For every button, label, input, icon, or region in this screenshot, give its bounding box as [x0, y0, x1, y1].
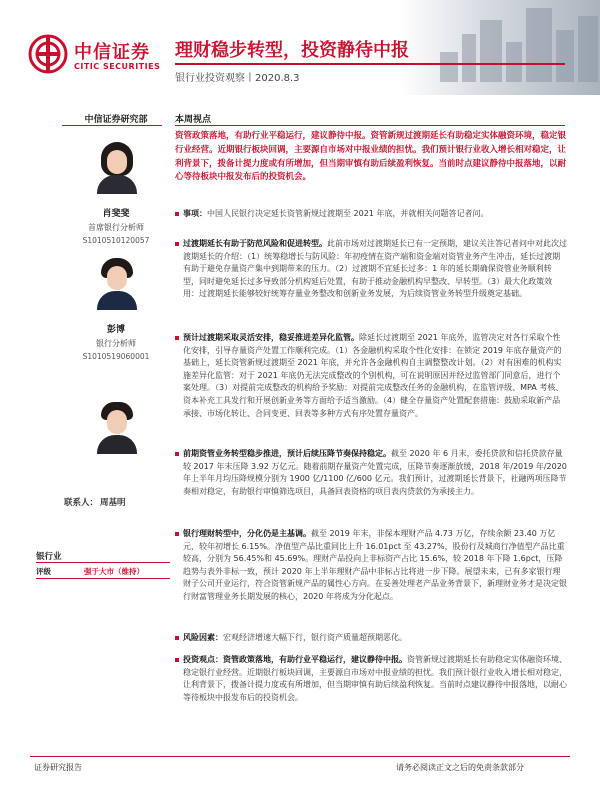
body-paragraph: [175, 332, 567, 420]
analyst-cert: S1010510120057: [82, 236, 150, 245]
report-title: 理财稳步转型，投资静待中报: [175, 40, 409, 61]
logo-text-en: CITIC SECURITIES: [74, 62, 161, 71]
logo-text-cn: 中信证券: [74, 42, 150, 63]
contact-name: 周基明: [100, 498, 126, 508]
paragraph-lead: 过渡期延长有助于防范风险和促进转型。: [183, 239, 327, 248]
analyst-role: 银行分析师: [96, 339, 136, 348]
title-divider: [175, 63, 565, 65]
summary-paragraph: 资管政策落地，有助行业平稳运行，建议静待中报。资管新规过渡期延长有助稳定实体融资环境，稳定银行业经营。近期银行板块回调，主要源自市场对中报业绩的担忧。我们预计银行业收入增长相对稳定，让利背景下，拨备计提力度或有所增加，但当期审慎有助后续盈利恢复。当前时点建议静待中报落地，以耐心等待板块中报发布后的投资机会。: [175, 131, 567, 183]
body-paragraph: [175, 238, 567, 301]
footer-divider: [30, 756, 570, 757]
body-paragraph: [175, 632, 567, 645]
footer-disclaimer: 请务必阅读正文之后的免责条款部分: [396, 763, 524, 772]
industry-label: 银行业: [36, 552, 62, 562]
analyst-photo-avatar: [94, 140, 140, 194]
paragraph-text: 资管新规过渡期延长有助稳定实体融资环境、稳定银行业经营。近期银行板块回调，主要源自市场对中报业绩的担忧。我们预计银行业收入增长相对稳定，让利背景下，拨备计提力度或有所增加，但当期审慎有助后续盈利恢复。当前时点建议静待中报落地，以耐心等待板块中报发布后的投资机会。: [183, 655, 567, 702]
body-paragraph: [175, 208, 567, 221]
research-dept-heading: 中信证券研究部: [84, 115, 148, 125]
paragraph-text: 除延长过渡期至 2021 年底外，监管决定对各行采取个性化安排，引导存量资产处置工作顺利完成。（1）各金融机构采取个性化安排：在锁定 2019 年底存量资产的基础上，延长资管新规过渡期至 2021 年底，并允许各金融机构自主调整整改计划。（2）对有困难的机构实施差异化监管：对于 2021 年底仍无法完成整改的个别机构，可在说明原因并经过监管部门同意后，进行个案处理。（3）对提前完成整改的机构给予奖励：对提前完成整改任务的金融机构，在监管评级、MPA 考核、资本补充工具发行和开展创新业务等方面给予适当激励。（4）健全存量资产处置配套措施：鼓励采取新产品承接、市场化转让、合同变更、回表等多种方式有序处置存量资产。: [183, 333, 564, 418]
paragraph-text: 截至 2019 年末，非保本理财产品 4.73 万亿，存续余额 23.40 万亿元，较年初增长 6.15%。净值型产品比重同比上升 16.01pct 至 43.27%，股份行及城商行净值型产品比重较高，分别为 56.45%和 45.69%。理财产品投向上非标资产占比 15.6%，较 2018 年下降 1.6pct，压降趋势与表外非标一致，预计 2020 年上半年理财产品中非标占比将进一步下降。展望未来，已有多家银行理财子公司开业运行，符合资管新规产品的属性心方向。在妥善处理老产品业务背景下，新理财业务才是决定银行财富管理业务长期发展的核心，2020 年将成为分化起点。: [183, 529, 567, 601]
analyst-role: 首席银行分析师: [88, 223, 144, 232]
footer-label: 证券研究报告: [34, 763, 82, 772]
analyst-name: 肖斐斐: [102, 209, 130, 219]
paragraph-text: 截至 2020 年 6 月末，委托贷款和信托贷款存量较 2017 年末压降 3.92 万亿元。随着前期存量资产处置完成，压降节奏逐渐放缓，2018 年/2019 年/2020 年上半年月均压降规模分别为 1900 亿/1100 亿/600 亿元。我们预计，过渡期延长背景下，社融两项压降节奏相对稳定，有助银行审慎筛选项目，具备回表资格的项目表内贷款仍为承接主力。: [183, 449, 567, 496]
citic-logo-icon: [28, 34, 68, 74]
paragraph-text: 宏观经济增速大幅下行，银行资产质量超预期恶化。: [223, 633, 407, 642]
rating-divider: [36, 562, 170, 563]
rating-value: 强于大市（维持）: [84, 567, 144, 576]
body-paragraph: [175, 448, 567, 498]
body-paragraph: [175, 654, 567, 704]
report-subtitle: 银行业投资观察丨2020.8.3: [175, 73, 300, 84]
paragraph-lead: 银行理财转型中，分化仍是主基调。: [183, 529, 311, 538]
paragraph-lead: 风险因素：: [183, 633, 223, 642]
analyst-cert: S1010519060001: [82, 352, 150, 361]
paragraph-text: 中国人民银行决定延长资管新规过渡期至 2021 年底，并就相关问题答记者问。: [207, 209, 489, 218]
header-skyline-image: [400, 0, 600, 95]
section-heading: 本周视点: [175, 115, 212, 125]
analyst-name: 彭博: [106, 325, 125, 335]
paragraph-lead: 事项：: [183, 209, 207, 218]
rating-divider: [36, 578, 170, 579]
contact-label: 联系人：: [64, 498, 99, 508]
main-divider: [175, 125, 565, 126]
paragraph-lead: 预计过渡期采取灵活安排，稳妥推进差异化监管。: [183, 333, 359, 342]
analyst-photo-avatar: [94, 256, 140, 310]
body-paragraph: [175, 528, 567, 604]
paragraph-lead: 前期资管业务转型稳步推进，预计后续压降节奏保持稳定。: [183, 449, 391, 458]
sidebar-divider: [62, 125, 162, 126]
analyst-card: [62, 324, 170, 363]
paragraph-lead: 投资观点：资管政策落地，有助行业平稳运行，建议静待中报。: [183, 655, 407, 664]
contact-photo-avatar: [94, 400, 140, 454]
rating-label: 评级: [36, 567, 51, 576]
analyst-card: [62, 208, 170, 247]
paragraph-text: 此前市场对过渡期延长已有一定预期，建议关注答记者问中对此次过渡期延长的介绍：（1）统筹稳增长与防风险：年初疫情在资产端和资金端对资管业务产生冲击，延长过渡期有助于避免存量资产集中到期带来的压力。（2）过渡期不宜延长过多：1 年的延长期确保资管业务顺利转型，同时避免延长过多导致部分机构延后处置，有助于推动金融机构早整改、早转型。（3）最大化政策效用：过渡期延长能够较好统筹存量业务整改和创新业务发展，为后续资管业务转型升级奠定基础。: [183, 239, 567, 299]
report-header: [0, 0, 600, 108]
contact-line: [62, 496, 126, 508]
